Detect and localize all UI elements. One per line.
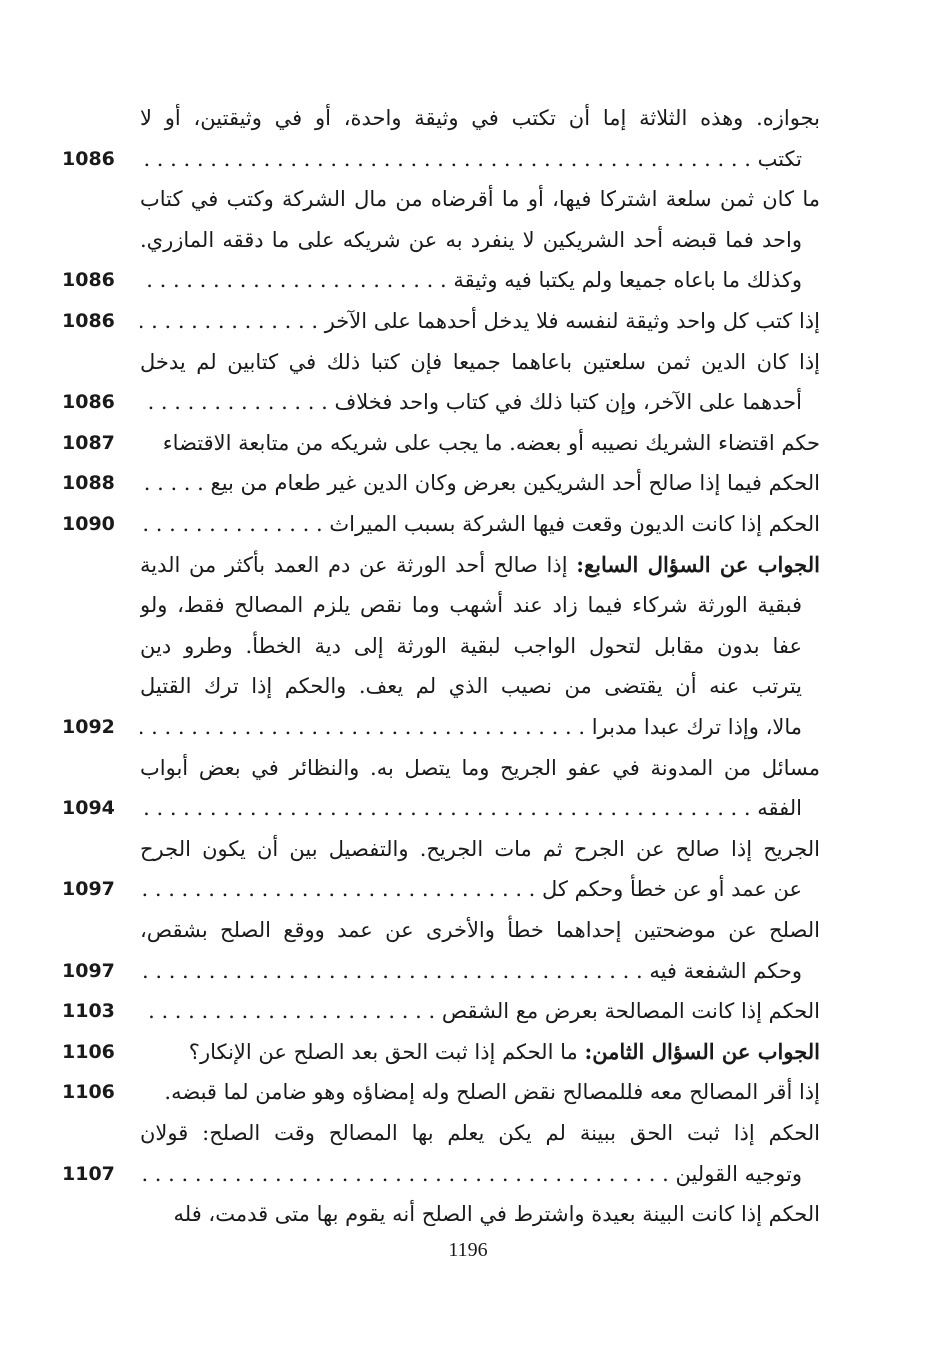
toc-entry-line — [140, 910, 820, 950]
toc-page-number: 1103 — [62, 1000, 115, 1023]
toc-entry-line — [140, 1032, 820, 1072]
toc-entry — [62, 179, 820, 301]
toc-entry-text: إذا أقر المصالح معه فللمصالح نقض الصلح وله إمضاؤه وهو ضامن لما قبضه. — [164, 1080, 820, 1105]
toc-entry-text: أحدهما على الآخر، وإن كتبا ذلك في كتاب واحد فخلاف — [334, 390, 802, 415]
toc-entry — [62, 463, 820, 504]
page-number-folio: 1196 — [448, 1239, 488, 1261]
toc-entry-text: إذا صالح أحد الورثة عن دم العمد بأكثر من الدية — [140, 552, 568, 577]
toc-entry-line — [140, 748, 820, 788]
toc-entry — [62, 1032, 820, 1073]
toc-entry-line — [140, 179, 820, 219]
toc-entry-line — [140, 829, 820, 869]
toc-page-number: 1094 — [62, 797, 115, 820]
toc-entry-text: مسائل من المدونة في عفو الجريح وما يتصل به. والنظائر في بعض أبواب — [140, 755, 820, 780]
toc-page-number: 1106 — [62, 1081, 115, 1104]
toc-entry-text: يترتب عنه أن يقتضى من نصيب الذي لم يعف. والحكم إذا ترك القتيل — [140, 674, 802, 699]
toc-entry-line — [140, 869, 802, 909]
toc-entry-line — [140, 504, 820, 544]
toc-page-number: 1092 — [62, 715, 115, 738]
toc-entry-text: بجوازه. وهذه الثلاثة إما أن تكتب في وثيقة واحدة، أو في وثيقتين، أو لا — [140, 106, 820, 130]
toc-entry — [62, 342, 820, 423]
toc-entry-text: وكذلك ما باعاه جميعا ولم يكتبا فيه وثيقة — [453, 268, 802, 293]
toc-entry-line — [140, 423, 820, 463]
toc-entry-text: وتوجيه القولين — [675, 1161, 802, 1186]
toc-entry — [62, 1113, 820, 1194]
toc-entry — [62, 1072, 820, 1113]
toc-page-number: 1086 — [62, 391, 115, 414]
toc-entry-text: ما كان ثمن سلعة اشتركا فيها، أو ما أقرضاه من مال الشركة وكتب في كتاب — [140, 187, 820, 212]
toc-entry-line — [140, 626, 802, 666]
toc-page-number: 1090 — [62, 513, 115, 535]
toc-entry-line — [140, 951, 802, 991]
toc-entry-line — [140, 342, 820, 382]
toc-entry-line — [140, 1072, 820, 1112]
toc-entry-text: الجريح إذا صالح عن الجرح ثم مات الجريح. والتفصيل بين أن يكون الجرح — [140, 836, 820, 861]
toc-entry-line — [140, 707, 802, 747]
toc-page-number: 1087 — [62, 431, 115, 454]
toc-entry-text: فبقية الورثة شركاء فيما زاد عند أشهب وما نقص يلزم المصالح فقط، ولو — [140, 593, 802, 618]
toc-entry-line — [140, 463, 820, 503]
toc-entry — [62, 98, 820, 179]
toc-entry-text: إذا كان الدين ثمن سلعتين باعاهما جميعا فإن كتبا ذلك في كتابين لم يدخل — [140, 349, 820, 374]
toc-entry-line — [140, 1194, 820, 1234]
toc-entry-line — [140, 139, 802, 179]
toc-entry — [62, 829, 820, 910]
toc-entry-text: الحكم إذا كانت الديون وقعت فيها الشركة بسبب الميراث — [329, 512, 820, 536]
toc-entry-text: وحكم الشفعة فيه — [649, 958, 802, 983]
toc-entry-text: الحكم إذا كانت البينة بعيدة واشترط في الصلح أنه يقوم بها متى قدمت، فله — [173, 1202, 820, 1227]
toc-entry-line — [140, 991, 820, 1031]
toc-page-number: 1106 — [62, 1040, 115, 1063]
toc-entry-text: عن عمد أو عن خطأ وحكم كل — [542, 877, 802, 902]
toc-entry-text: حكم اقتضاء الشريك نصيبه أو بعضه. ما يجب على شريكه من متابعة الاقتضاء — [162, 430, 820, 455]
toc-page-number: 1097 — [62, 878, 115, 901]
toc-entry-text: تكتب — [757, 146, 802, 171]
toc-page-number: 1086 — [62, 310, 115, 332]
toc-entry — [62, 991, 820, 1032]
toc-entry-line — [140, 1154, 802, 1194]
toc-page-number: 1086 — [62, 147, 115, 170]
toc-entry-text: الحكم إذا كانت المصالحة بعرض مع الشقص — [441, 999, 820, 1024]
toc-entry-text: الفقه — [757, 796, 802, 821]
toc-entry-line — [140, 382, 802, 422]
toc-entry — [62, 504, 820, 545]
toc-entry-line — [140, 220, 802, 260]
toc-entry-text: الحكم فيما إذا صالح أحد الشريكين بعرض وكان الدين غير طعام من بيع — [210, 471, 820, 496]
toc-entry — [62, 748, 820, 829]
toc-page-number: 1088 — [62, 472, 115, 495]
toc-entry — [62, 1194, 820, 1235]
toc-entry-text: الصلح عن موضحتين إحداهما خطأ والأخرى عن عمد ووقع الصلح بشقص، — [140, 918, 820, 942]
toc-entry-line — [140, 301, 820, 341]
toc-entry-line — [140, 666, 802, 706]
toc-entry-line — [140, 545, 820, 585]
toc-entry-text: عفا بدون مقابل لتحول الواجب لبقية الورثة إلى دية الخطأ. وطرو دين — [140, 633, 802, 658]
toc-entry-line — [140, 98, 820, 138]
toc-entry — [62, 301, 820, 342]
toc-entry — [62, 423, 820, 464]
toc-page-number: 1107 — [62, 1162, 115, 1185]
answer-heading: الجواب عن السؤال الثامن: — [584, 1038, 820, 1064]
toc-entry — [62, 910, 820, 991]
toc-entry-text: إذا كتب كل واحد وثيقة لنفسه فلا يدخل أحدهما على الآخر — [324, 309, 820, 333]
toc-page-number: 1097 — [62, 959, 115, 982]
toc-entry-text: ما الحكم إذا ثبت الحق بعد الصلح عن الإنكار؟ — [188, 1039, 578, 1064]
answer-heading: الجواب عن السؤال السابع: — [576, 551, 820, 577]
toc-entry-text: واحد فما قبضه أحد الشريكين لا ينفرد به عن شريكه على ما دققه المازري. — [140, 227, 802, 252]
toc-entry-line — [140, 788, 802, 828]
toc-entry-line — [140, 585, 802, 625]
toc-entry-line — [140, 260, 802, 300]
toc-entry-line — [140, 1113, 820, 1153]
toc-entry-text: الحكم إذا ثبت الحق ببينة لم يكن يعلم بها المصالح وقت الصلح: قولان — [140, 1121, 820, 1145]
toc-entry-text: مالا، وإذا ترك عبدا مدبرا — [591, 714, 802, 739]
toc-entry — [62, 545, 820, 748]
toc-page-number: 1086 — [62, 269, 115, 292]
